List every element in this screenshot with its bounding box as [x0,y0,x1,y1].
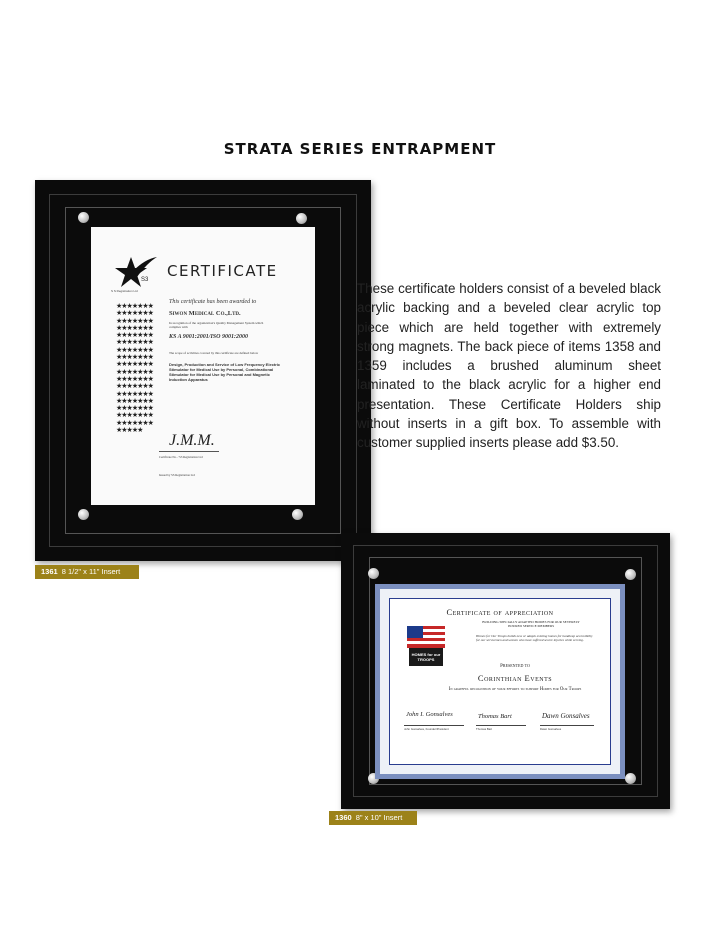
logo-text: S3 [141,277,149,283]
certificate-insert-1 [91,227,315,505]
product-badge-1360: 1360 8" x 10" Insert [329,811,417,825]
appreciation-subtitle: BUILDING SPECIALLY ADAPTED HOMES FOR OUR SEVERELY INJURED SERVICE MEMBERS [482,620,580,629]
recognition-line: In recognition of the organization's Quality Management System which complies with [169,321,264,329]
page-title: STRATA SERIES ENTRAPMENT [223,140,497,158]
product-description: These certificate holders consist of a beveled black acrylic backing and a beveled clear acrylic top piece which are held together with extremely strong magnets. The back piece of items 1358 and 1359 includes a brushed aluminum sheet laminated to the black acrylic for a higher end presentation. These Certificate Holders ship without inserts in a gift box. To assemble with customer supplied inserts please add $3.50. [357,281,661,451]
company-name: Siwon Medical Co.,Ltd. [169,310,241,317]
footer-line-2: Issued by SS Registration Ltd [159,473,195,477]
recognition-text: In grateful recognition of your efforts to support Homes for Our Troops [448,687,582,692]
magnet-icon [625,773,636,784]
awarded-line: This certificate has been awarded to [169,299,257,305]
signature-2-title: Thomas Bart [476,725,526,731]
scope-heading: The scope of activities covered by this certificate are defined below [169,351,259,355]
certificate-title: CERTIFICATE [167,262,278,280]
signature-1: John I. Gonsalves [406,711,453,718]
magnet-icon [78,212,89,223]
standard: KS A 9001:2001/ISO 9001:2000 [169,334,248,340]
recipient-name: Corinthian Events [477,673,553,683]
footer-line: Certificate No. / S3 Registration Ltd [159,455,203,459]
signature-3: Dawn Gonsalves [542,712,590,720]
logo-caption: S S Registration Ltd [111,289,138,293]
signature-1-title: John Gonsalves, Founder/President [404,725,464,731]
signature-2: Thomas Bart [478,713,512,720]
star-logo-icon [113,257,157,289]
magnet-icon [78,509,89,520]
appreciation-title: Certificate of appreciation [446,607,554,617]
scope-text: Design, Production and Service of Low Frequency Electric Stimulator for Medical Use by Personal, Combinational Stimulator for Medical Use by Personal and Magnetic Induction Apparatus [169,362,281,382]
logo-text: HOMES for our TROOPS [411,652,441,662]
stars-column: ★★★★★★★★★★★★★★★★★★★★★★★★★★★★★★★★★★★★★★★★★★★★★★★★★★★★★★★★★★★★★★★★★★★★★★★★★★★★★★★★★★★★★★★★★★★★★★★★★★★★★★★★★★★★★★★★★★★★★★★★★★★★ [116,303,153,435]
magnet-icon [625,569,636,580]
magnet-icon [368,568,379,579]
magnet-icon [292,509,303,520]
signature: J.M.M. [169,432,215,449]
appreciation-body: Homes for Our Troops builds new or adapts existing homes for handicap accessibility for our servicemen and women who have suffered severe injuries while serving. [476,634,593,643]
product-badge-1361: 1361 8 1/2" x 11" Insert [35,565,139,579]
signature-3-title: Dawn Gonsalves [540,725,594,731]
presented-to: Presented to [500,664,530,669]
magnet-icon [296,213,307,224]
certificate-insert-2 [375,584,625,779]
